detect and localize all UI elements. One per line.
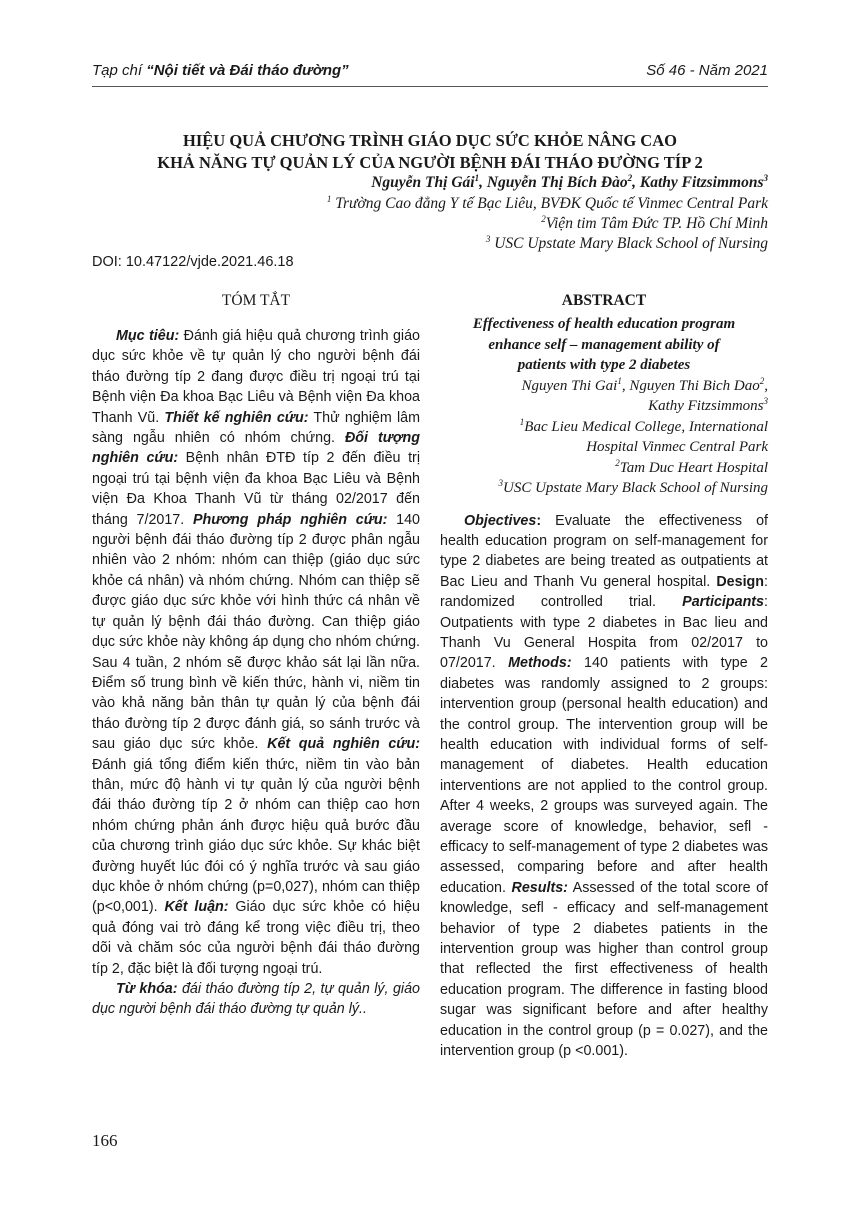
authors-vi: Nguyễn Thị Gái$^1$, Nguyễn Thị Bích Đào$^2$, Kathy Fitzsimmons$^3$ — [371, 172, 768, 191]
abstract-en-column — [440, 292, 768, 1061]
title-line-1: HIỆU QUẢ CHƯƠNG TRÌNH GIÁO DỤC SỨC KHỎE NÂNG CAO — [183, 131, 677, 150]
english-title: Effectiveness of health education program enhance self – management ability of patients with type 2 diabetes — [472, 316, 736, 373]
issue-label: Số 46 - Năm 2021 — [646, 62, 768, 79]
affiliation-1: $^1$ Trường Cao đẳng Y tế Bạc Liêu, BVĐK Quốc tế Vinmec Central Park — [326, 193, 768, 212]
article-title — [92, 130, 768, 174]
heading-abstract: ABSTRACT — [561, 292, 647, 309]
abstract-en-text: Objectives: Evaluate the effectiveness of health education program on self-management for type 2 diabetes are being treated as outpatients at Bac Lieu and Thanh Vu general hospital. Design: randomized controlled trial. Participants: Outpatients with type 2 diabetes in Bac lieu and Thanh Vu General Hospita from 02/2017 to 07/2017. Methods: 140 patients with type 2 diabetes was randomly assigned to 2 groups: intervention group (personal health education) and the control group. The intervention group will be health education with individual forms of self-management of diabetes. Health education interventions are not applied to the control group. After 4 weeks, 2 groups was surveyed again. The average score of knowledge, behavior, sefl - efficacy to self-management of type 2 diabetes was assessed, comparing before and after health education. Results: Assessed of the total score of knowledge, sefl - efficacy and self-management behavior of type 2 diabetes patients in the intervention group was higher than control group that reflected the first effectiveness of health education program. The difference in fasting blood sugar was significant before and after healthy education in the control group (p = 0.027), and the intervention group (p <0.001). — [440, 512, 769, 1060]
affiliation-3: $^3$ USC Upstate Mary Black School of Nursing — [485, 233, 768, 252]
doi[interactable]: DOI: 10.47122/vjde.2021.46.18 — [92, 254, 294, 270]
page-number: 166 — [92, 1131, 118, 1150]
title-line-2: KHẢ NĂNG TỰ QUẢN LÝ CỦA NGƯỜI BỆNH ĐÁI THÁO ĐƯỜNG TÍP 2 — [157, 153, 703, 172]
authors-en: Nguyen Thi Gai$^1$, Nguyen Thi Bich Dao$^2$, Kathy Fitzsimmons$^3$ $^1$Bac Lieu Medical College, International Hospital Vinmec Central Park $^2$Tam Duc Heart Hospital $^3$USC Upstate Mary Black School of Nursing — [498, 375, 768, 496]
abstract-vi-text: Mục tiêu: Đánh giá hiệu quả chương trình giáo dục sức khỏe về tự quản lý cho người bệnh đái tháo đường típ 2 đang được điều trị ngoại trú tại Bệnh viện Đa khoa Bạc Liêu và Bệnh viện Đa khoa Thanh Vũ. Thiết kế nghiên cứu: Thử nghiệm lâm sàng ngẫu nhiên có nhóm chứng. Đối tượng nghiên cứu: Bệnh nhân ĐTĐ típ 2 đến điều trị ngoại trú tại bệnh viện đa khoa Bạc Liêu và Bệnh viện Đa Khoa Thanh Vũ từ tháng 02/2017 đến tháng 7/2017. Phương pháp nghiên cứu: 140 người bệnh đái tháo đường típ 2 được phân ngẫu nhiên vào 2 nhóm: nhóm can thiệp (giáo dục sức khỏe cá nhân) và nhóm chứng. Nhóm can thiệp sẽ được giáo dục sức khỏe với hình thức cá nhân về tự quản lý bệnh đái tháo đường. Can thiệp giáo dục sức khỏe này không áp dụng cho nhóm chứng. Sau 4 tuần, 2 nhóm sẽ được khảo sát lại lần nữa. Điểm số trung bình về kiến thức, hành vi, niềm tin vào khả năng bản thân tự quản lý của bệnh đái tháo đường típ 2 được đánh giá, so sánh trước và sau giáo dục sức khỏe. Kết quả nghiên cứu: Đánh giá tổng điểm kiến thức, niềm tin vào bản thân, mức độ hành vi tự quản lý của người bệnh đái tháo đường típ 2 ở nhóm can thiệp cao hơn nhóm chứng phản ánh được hiệu quả bước đầu của chương trình giáo dục sức khỏe. Sự khác biệt đường huyết lúc đói có ý nghĩa trước và sau giáo dục khỏe ở nhóm chứng (p=0,027), nhóm can thiệp (p<0,001). Kết luận: Giáo dục sức khỏe có hiệu quả đóng vai trò đáng kể trong việc điều trị, theo dõi và chăm sóc của người bệnh đái tháo đường típ 2, đặc biệt là đối tượng ngoại trú. — [92, 328, 420, 977]
abstract-vi-column — [92, 292, 420, 1020]
journal-title: Tạp chí “Nội tiết và Đái tháo đường” — [92, 62, 349, 79]
running-header — [92, 62, 768, 84]
keywords-vi: Từ khóa: đái tháo đường típ 2, tự quản lý, giáo dục người bệnh đái tháo đường tự quản lý.. — [92, 981, 421, 1018]
heading-tom-tat: TÓM TẮT — [221, 292, 291, 309]
header-rule — [92, 86, 768, 87]
affiliation-2: $^2$Viện tim Tâm Đức TP. Hồ Chí Minh — [541, 213, 768, 232]
